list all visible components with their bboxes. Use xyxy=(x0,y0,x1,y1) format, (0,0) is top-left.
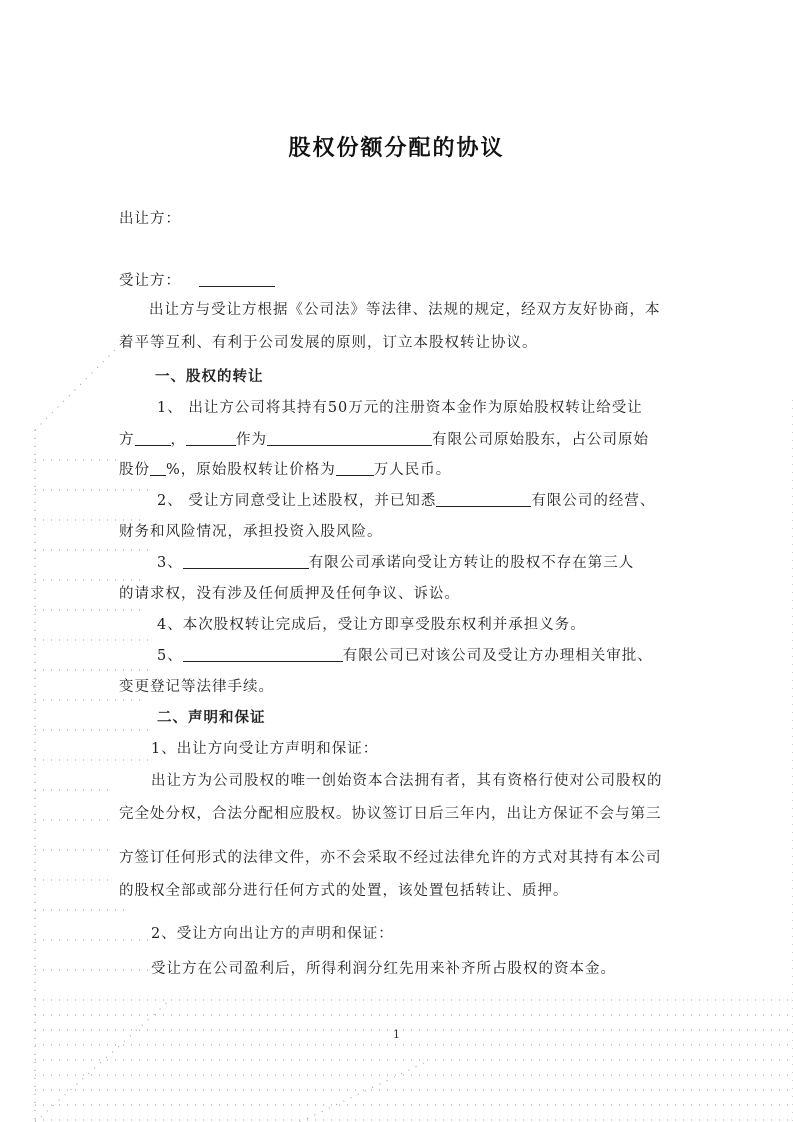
item3-text: 3、 xyxy=(157,555,183,571)
company-name-blank[interactable] xyxy=(183,646,343,662)
section1-heading: 一、股权的转让 xyxy=(155,368,264,385)
item1-line-1: 1、 出让方公司将其持有50万元的注册资本金作为原始股权转让给受让 xyxy=(157,400,643,416)
para1-line-3: 方签订任何形式的法律文件，亦不会采取不经过法律允许的方式对其持有本公司 xyxy=(119,850,662,866)
section2-heading: 二、声明和保证 xyxy=(157,709,266,726)
para2-line: 受让方在公司盈利后，所得利润分红先用来补齐所占股权的资本金。 xyxy=(151,961,616,977)
section2-sub-1: 1、出让方向受让方声明和保证： xyxy=(151,741,379,757)
item5-line-1 xyxy=(157,646,653,666)
item1-text: 有限公司原始股东，占公司原始 xyxy=(432,432,649,448)
company-name-blank[interactable] xyxy=(183,553,309,569)
transferee-blank[interactable] xyxy=(199,271,275,287)
para1-line-1: 出让方为公司股权的唯一创始资本合法拥有者，其有资格行使对公司股权的 xyxy=(151,773,663,789)
transferee-line xyxy=(119,271,275,291)
company-name-blank[interactable] xyxy=(267,430,432,446)
company-name-blank[interactable] xyxy=(436,491,531,507)
item5-text: 有限公司已对该公司及受让方办理相关审批、 xyxy=(342,648,653,664)
item1-text: 作为 xyxy=(236,432,267,448)
item2-line-2: 财务和风险情况，承担投资入股风险。 xyxy=(119,524,383,540)
para1-line-4: 的股权全部或部分进行任何方式的处置，该处置包括转让、质押。 xyxy=(119,883,569,899)
intro-line-1: 出让方与受让方根据《公司法》等法律、法规的规定，经双方友好协商，本 xyxy=(149,302,661,318)
item3-line-1 xyxy=(157,553,634,573)
item5-text: 5、 xyxy=(157,648,183,664)
para1-line-2: 完全处分权，合法分配相应股权。协议签订日后三年内，出让方保证不会与第三 xyxy=(119,806,662,822)
item1-text: 方 xyxy=(119,432,135,448)
transferee-name-blank[interactable] xyxy=(135,430,171,446)
item1-line-2 xyxy=(119,430,649,450)
item1-text: 股份 xyxy=(119,462,150,478)
item1-line-3 xyxy=(119,460,451,480)
item1-text: ， xyxy=(170,432,186,448)
item1-text: 万人民币。 xyxy=(373,462,452,478)
share-percent-blank[interactable] xyxy=(150,460,166,476)
item2-text: 2、 受让方同意受让上述股权，并已知悉 xyxy=(157,493,437,509)
item5-line-2: 变更登记等法律手续。 xyxy=(119,679,274,695)
page-number: 1 xyxy=(393,1028,400,1041)
document-title: 股权份额分配的协议 xyxy=(288,135,505,161)
transferee-label: 受让方： xyxy=(119,273,181,289)
item1-text: %，原始股权转让价格为 xyxy=(166,462,336,478)
intro-line-2: 着平等互利、有利于公司发展的原则，订立本股权转让协议。 xyxy=(119,335,538,351)
item3-text: 有限公司承诺向受让方转让的股权不存在第三人 xyxy=(308,555,635,571)
section2-sub-2: 2、受让方向出让方的声明和保证： xyxy=(151,926,394,942)
item4-line: 4、本次股权转让完成后，受让方即享受股东权利并承担义务。 xyxy=(157,617,586,633)
price-blank[interactable] xyxy=(336,460,374,476)
item3-line-2: 的请求权，没有涉及任何质押及任何争议、诉讼。 xyxy=(119,586,460,602)
item2-line-1 xyxy=(157,491,655,511)
transferor-label: 出让方： xyxy=(119,211,181,227)
transferee-id-blank[interactable] xyxy=(186,430,236,446)
item2-text: 有限公司的经营、 xyxy=(531,493,656,509)
